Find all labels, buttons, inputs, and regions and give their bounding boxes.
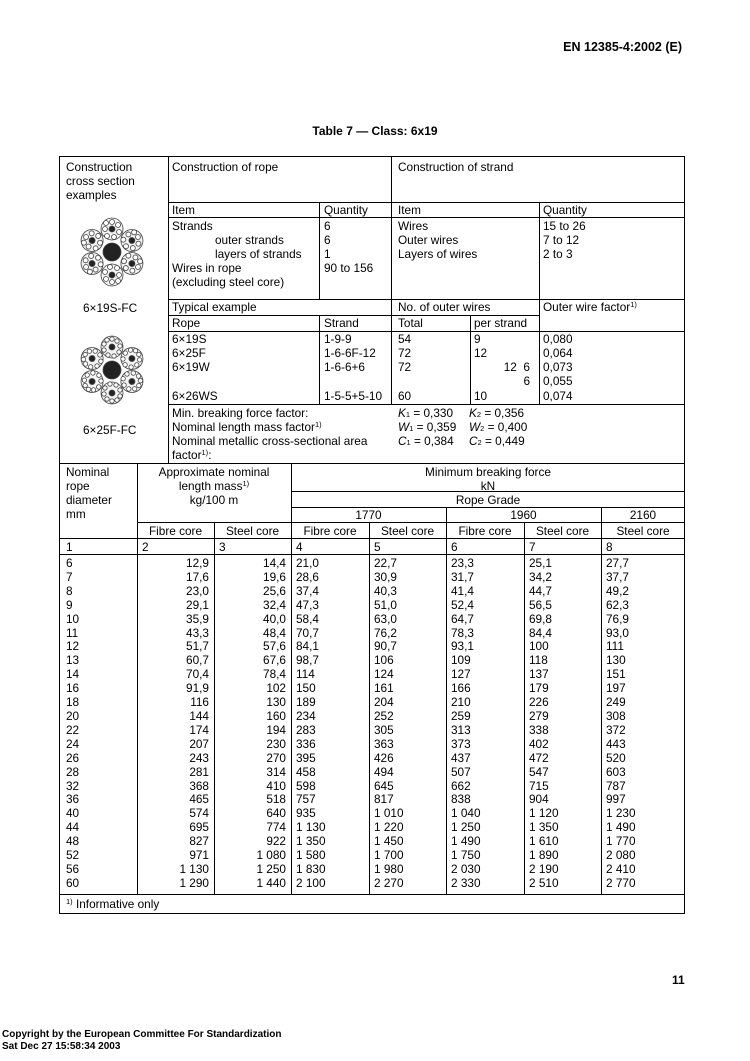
- grade-1770: 1770: [355, 508, 382, 522]
- example-factor: 0,055: [543, 374, 573, 388]
- example-per-strand: 9: [474, 332, 481, 346]
- col-number: 7: [529, 540, 536, 554]
- rope-item: Wires in rope: [172, 261, 242, 275]
- grade-1960: 1960: [510, 508, 537, 522]
- example-total: 72: [398, 346, 412, 360]
- construction-of-rope-header: Construction of rope: [172, 160, 279, 174]
- diameter-column: 6 7 8 9 10 11 12 13 14 16 18 20 22 24 26 28 32 36 40 44 48 52 56 60: [66, 556, 80, 890]
- col-steel-core: Steel core: [225, 524, 280, 538]
- total-subheader: Total: [398, 316, 423, 330]
- example1-label: 6×19S-FC: [83, 301, 138, 315]
- table-title: Table 7 — Class: 6x19: [312, 124, 438, 138]
- min-breaking-force-header: Minimum breaking force: [425, 465, 551, 479]
- grade-2160: 2160: [629, 508, 657, 522]
- rope-quantity: 6: [324, 219, 331, 233]
- cross-section-6x19s-image: [72, 212, 152, 292]
- col-number: 4: [296, 540, 303, 554]
- rope-grade-header: Rope Grade: [455, 493, 521, 507]
- metallic-area-factor-label: factor$^{1)}$:: [172, 448, 212, 462]
- col-number: 8: [606, 540, 613, 554]
- col-number: 3: [219, 540, 226, 554]
- rope-item: Strands: [172, 219, 213, 233]
- approx-length-mass-unit: kg/100 m: [189, 493, 239, 507]
- example-strand: 1-6-6+6: [324, 360, 365, 374]
- force-1960-steel-column: 25,1 34,2 44,7 56,5 69,8 84,4 100 118 137 179 226 279 338 402 472 547 715 904 1 120 1 350 1 610 1 890 2 190 2 510: [529, 556, 559, 890]
- col-number: 6: [451, 540, 458, 554]
- col-fibre-core: Fibre core: [148, 524, 203, 538]
- c1-value: C1 = 0,384: [398, 434, 454, 448]
- mass-steel-column: 14,4 19,6 25,6 32,4 40,0 48,4 57,6 67,6 78,4 102 130 160 194 230 270 314 410 518 640 774 922 1 080 1 250 1 440: [256, 556, 286, 890]
- rope-quantity: 90 to 156: [324, 261, 374, 275]
- example-rope: 6×25F: [172, 346, 206, 360]
- example-strand: 1-5-5+5-10: [324, 389, 383, 403]
- document-code: EN 12385-4:2002 (E): [563, 40, 682, 54]
- strand-item-header: Item: [398, 203, 421, 217]
- rope-quantity: 1: [324, 247, 331, 261]
- min-breaking-force-factor-label: Min. breaking force factor:: [172, 406, 309, 420]
- strand-quantity: 7 to 12: [543, 233, 580, 247]
- strand-subheader: Strand: [324, 316, 359, 330]
- strand-item: Wires: [398, 219, 429, 233]
- force-1770-fibre-column: 21,0 28,6 37,4 47,3 58,4 70,7 84,1 98,7 114 150 189 234 283 336 395 458 598 757 935 1 130 1 350 1 580 1 830 2 100: [296, 556, 326, 890]
- col-steel-core: Steel core: [380, 524, 435, 538]
- strand-item: Layers of wires: [398, 247, 478, 261]
- example-per-strand: 12: [474, 346, 488, 360]
- col-steel-core: Steel core: [616, 524, 670, 538]
- w2-value: W2 = 0,400: [469, 420, 528, 434]
- force-2160-steel-column: 27,7 37,7 49,2 62,3 76,9 93,0 111 130 151 197 249 308 372 443 520 603 787 997 1 230 1 490 1 770 2 080 2 410 2 770: [606, 556, 636, 890]
- nominal-length-mass-factor-label: Nominal length mass factor$^{1)}$: [172, 420, 322, 434]
- example-rope: 6×19W: [172, 360, 210, 374]
- rope-quantity-header: Quantity: [324, 203, 368, 217]
- rope-subheader: Rope: [172, 316, 201, 330]
- strand-quantity: 2 to 3: [543, 247, 573, 261]
- cross-section-6x25f-image: [72, 330, 152, 410]
- construction-examples-header: Construction cross section examples: [66, 160, 135, 202]
- force-1770-steel-column: 22,7 30,9 40,3 51,0 63,0 76,2 90,7 106 124 161 204 252 305 363 426 494 645 817 1 010 1 220 1 450 1 700 1 980 2 270: [374, 556, 404, 890]
- col-number: 5: [374, 540, 381, 554]
- footnote: $^{1)}$ Informative only: [66, 897, 160, 911]
- example-strand: 1-6-6F-12: [324, 346, 376, 360]
- example-factor: 0,073: [543, 360, 573, 374]
- example-per-strand: 10: [474, 389, 488, 403]
- k2-value: K2 = 0,356: [469, 406, 525, 420]
- copyright-date: Sat Dec 27 15:58:34 2003: [2, 1041, 121, 1052]
- approx-length-mass-header: Approximate nominal length mass$^{1)}$: [158, 465, 270, 493]
- example-per-strand: 12 6: [503, 360, 530, 374]
- construction-of-strand-header: Construction of strand: [398, 160, 514, 174]
- strand-quantity: 15 to 26: [543, 219, 586, 233]
- outer-wire-factor-header: Outer wire factor$^{1)}$: [543, 300, 637, 314]
- copyright-line: Copyright by the European Committee For Standardization: [2, 1029, 282, 1040]
- force-1960-fibre-column: 23,3 31,7 41,4 52,4 64,7 78,3 93,1 109 127 166 210 259 313 373 437 507 662 838 1 040 1 250 1 490 1 750 2 030 2 330: [451, 556, 481, 890]
- per-strand-subheader: per strand: [474, 316, 528, 330]
- example-total: 54: [398, 332, 412, 346]
- example-factor: 0,080: [543, 332, 573, 346]
- example-factor: 0,064: [543, 346, 573, 360]
- strand-quantity-header: Quantity: [543, 203, 587, 217]
- example-rope: 6×19S: [172, 332, 207, 346]
- strand-item: Outer wires: [398, 233, 459, 247]
- page-number: 11: [672, 973, 685, 987]
- example-factor: 0,074: [543, 389, 573, 403]
- typical-example-header: Typical example: [172, 300, 257, 314]
- col-number: 2: [142, 540, 149, 554]
- mass-fibre-column: 12,9 17,6 23,0 29,1 35,9 43,3 51,7 60,7 70,4 91,9 116 144 174 207 243 281 368 465 574 695 827 971 1 130 1 290: [179, 556, 209, 890]
- col-steel-core: Steel core: [535, 524, 590, 538]
- rope-item: (excluding steel core): [172, 275, 285, 289]
- example2-label: 6×25F-FC: [83, 423, 137, 437]
- nominal-diameter-header: Nominal rope diameter mm: [66, 465, 112, 521]
- example-total: 72: [398, 360, 412, 374]
- rope-quantity: 6: [324, 233, 331, 247]
- no-outer-wires-header: No. of outer wires: [398, 300, 491, 314]
- k1-value: K1 = 0,330: [398, 406, 454, 420]
- col-fibre-core: Fibre core: [458, 524, 512, 538]
- rope-item-header: Item: [172, 203, 195, 217]
- metallic-area-label: Nominal metallic cross-sectional area: [172, 434, 368, 448]
- example-per-strand: 6: [523, 374, 530, 388]
- col-number: 1: [66, 540, 73, 554]
- example-strand: 1-9-9: [324, 332, 352, 346]
- w1-value: W1 = 0,359: [398, 420, 457, 434]
- kn-unit: kN: [480, 479, 496, 493]
- col-fibre-core: Fibre core: [303, 524, 357, 538]
- example-total: 60: [398, 389, 412, 403]
- c2-value: C2 = 0,449: [469, 434, 525, 448]
- copyright: [2, 1029, 281, 1053]
- rope-item: outer strands: [215, 233, 284, 247]
- example-rope: 6×26WS: [172, 389, 218, 403]
- rope-item: layers of strands: [215, 247, 302, 261]
